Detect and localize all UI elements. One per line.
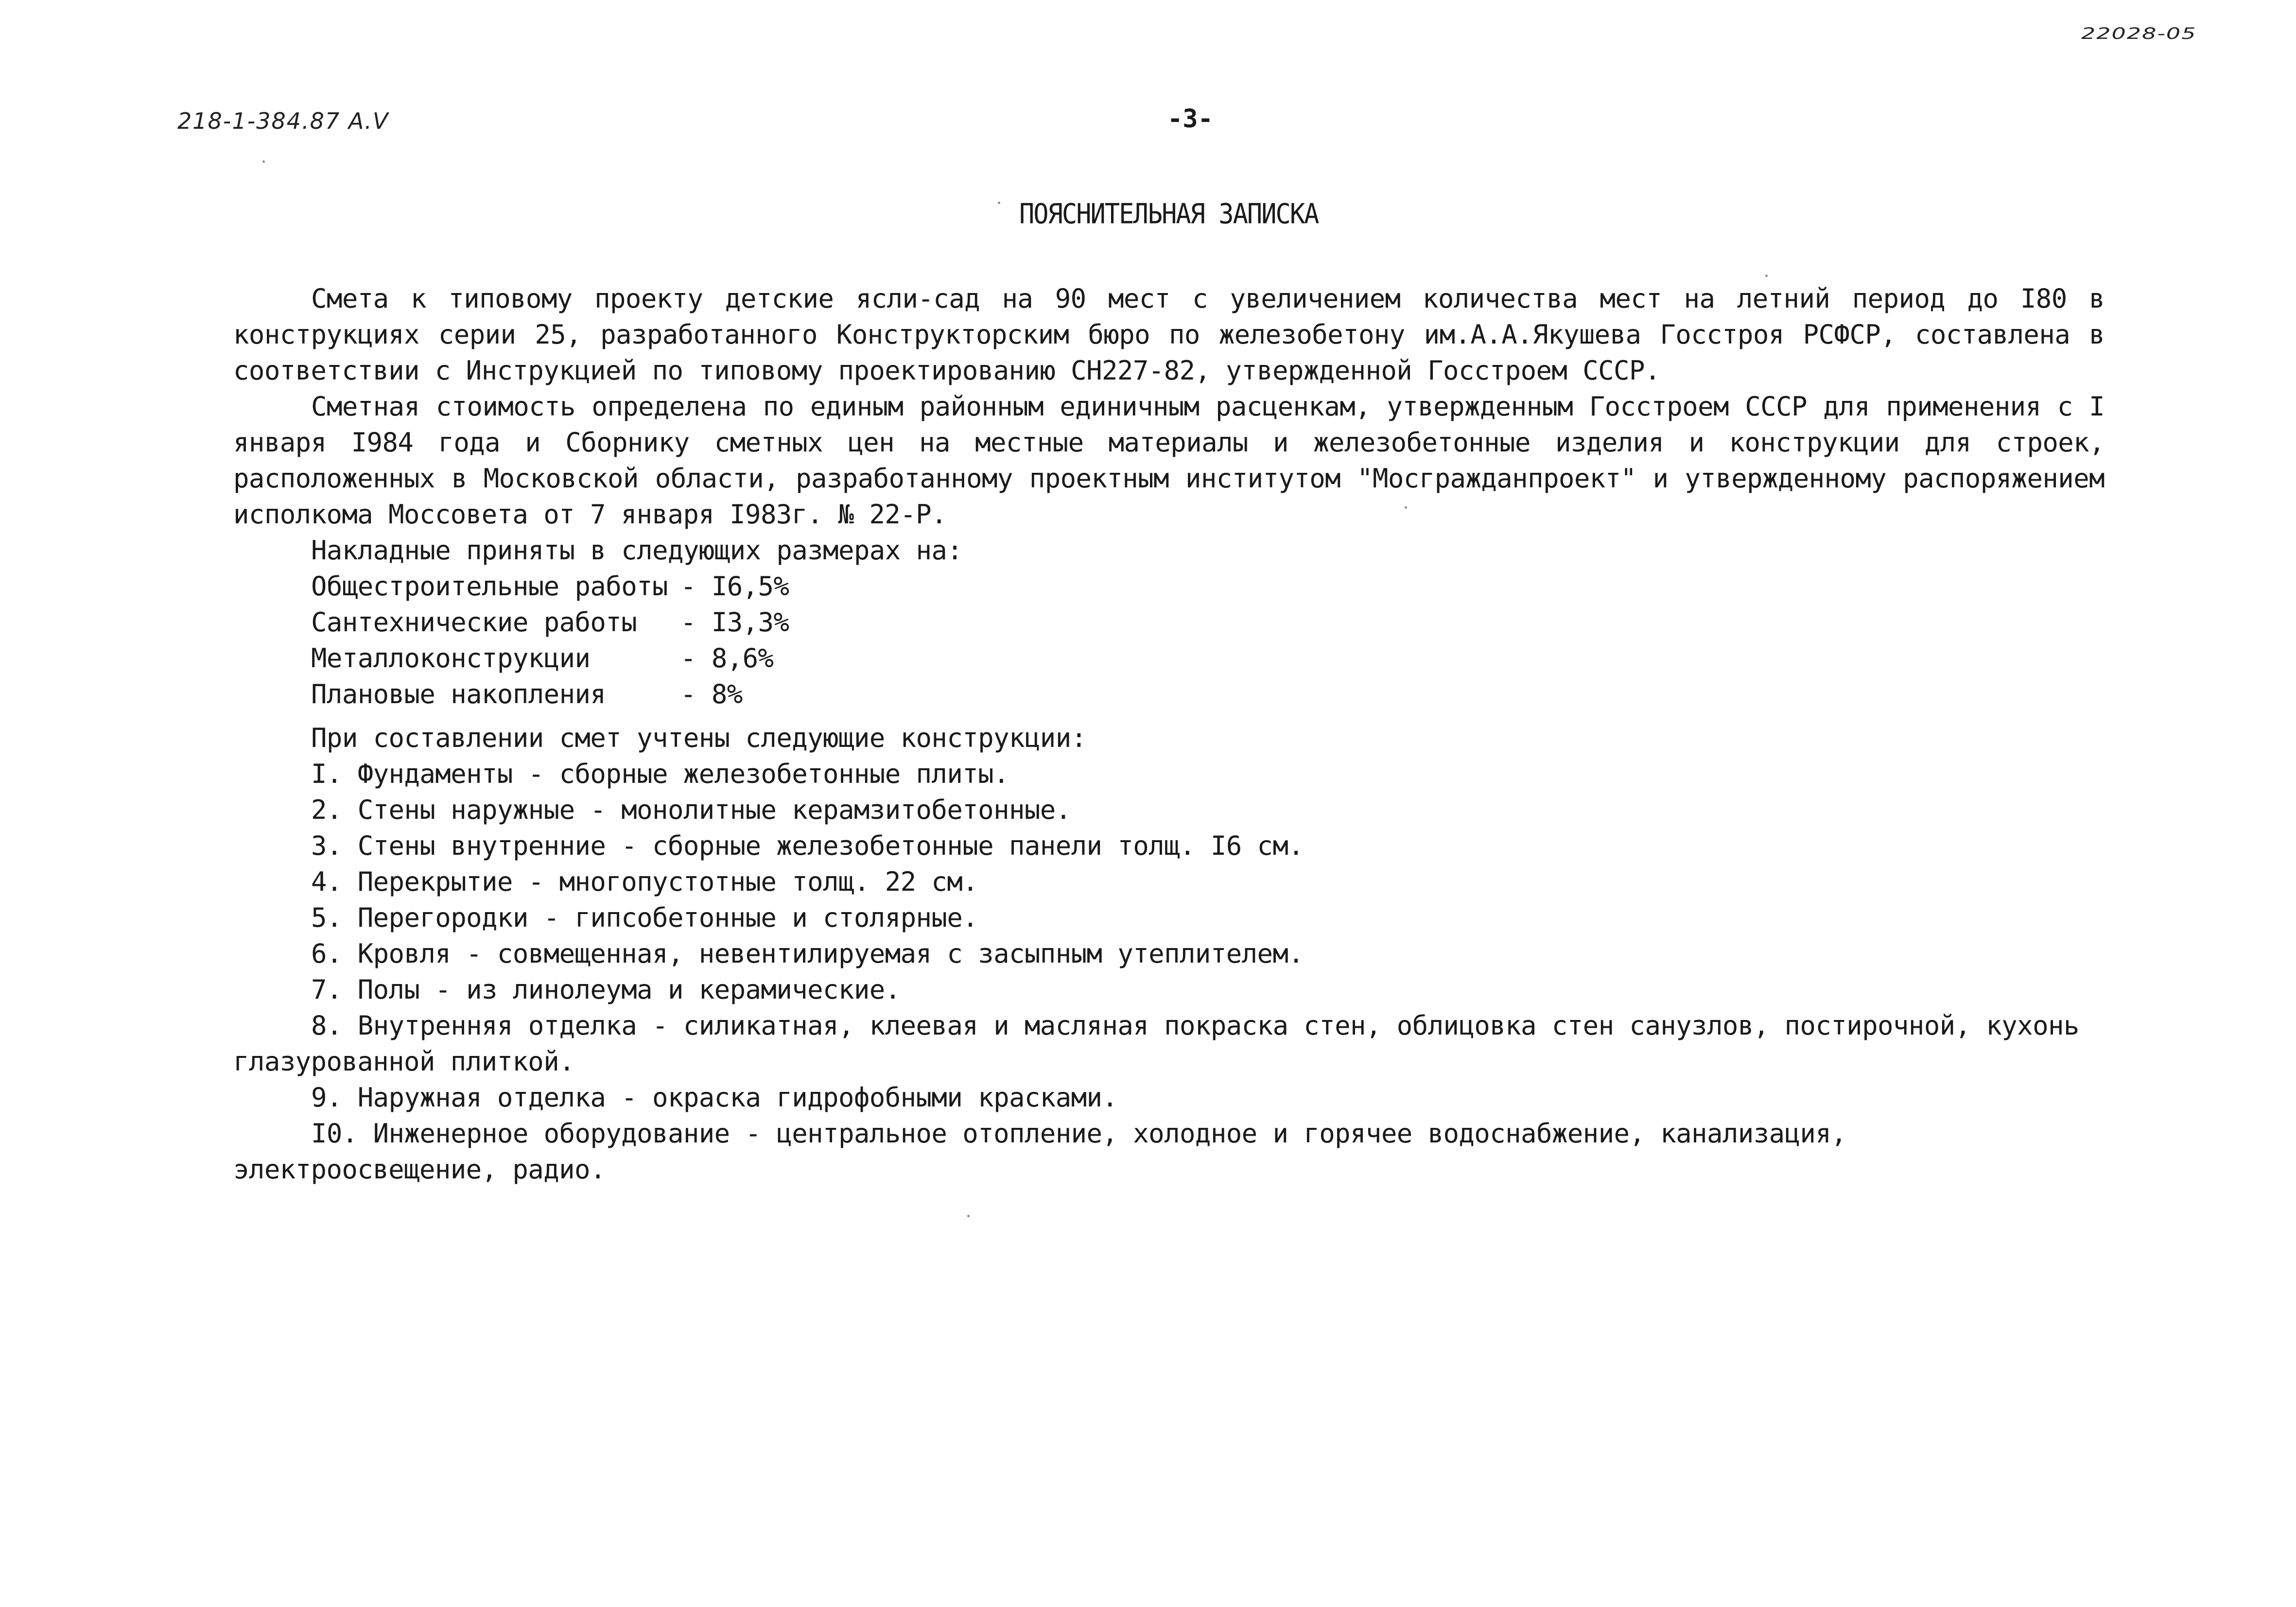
overhead-item bbox=[233, 569, 2105, 605]
document-title: ПОЯСНИТЕЛЬНАЯ ЗАПИСКА bbox=[1019, 198, 1319, 230]
overhead-value: - I6,5% bbox=[680, 571, 789, 602]
construction-item: 9. Наружная отделка - окраска гидрофобными красками. bbox=[311, 1082, 1118, 1113]
construction-item: 2. Стены наружные - монолитные керамзитобетонные. bbox=[311, 795, 1071, 825]
scan-speck bbox=[998, 202, 1000, 204]
construction-item: 8. Внутренняя отделка - силикатная, клеевая и масляная покраска стен, облицовка стен санузлов, постирочной, кухонь глазурованной плиткой. bbox=[233, 1010, 2079, 1077]
construction-item: 4. Перекрытие - многопустотные толщ. 22 см. bbox=[311, 866, 978, 897]
overhead-name: Металлоконструкции bbox=[311, 643, 591, 674]
overhead-name: Общестроительные работы bbox=[311, 571, 668, 602]
scan-speck bbox=[1765, 275, 1768, 277]
construction-item: 7. Полы - из линолеума и керамические. bbox=[311, 974, 901, 1005]
document-body bbox=[233, 281, 2105, 1188]
document-code: 218-1-384.87 А.V bbox=[177, 108, 389, 134]
overhead-item bbox=[233, 676, 2105, 712]
overhead-value: - I3,3% bbox=[680, 607, 789, 638]
scan-speck bbox=[262, 160, 265, 163]
scan-speck bbox=[967, 1215, 970, 1217]
construction-item: 5. Перегородки - гипсобетонные и столярные. bbox=[311, 902, 978, 933]
overhead-value: - 8% bbox=[680, 679, 743, 709]
constructions-list bbox=[233, 756, 2105, 1188]
construction-item: 3. Стены внутренние - сборные железобетонные панели толщ. I6 см. bbox=[311, 830, 1304, 861]
archive-number: 22028-05 bbox=[2081, 24, 2197, 43]
overhead-name: Плановые накопления bbox=[311, 679, 606, 709]
overhead-name: Сантехнические работы bbox=[311, 607, 637, 638]
paragraph-scope: Смета к типовому проекту детские ясли-сад на 90 мест с увеличением количества мест на летний период до I80 в конструкциях серии 25, разработанного Конструкторским бюро по железобетону им.А.А.Якушева Госстроя РСФСР, составлена в соответствии с Инструкцией по типовому проектированию СН227-82, утвержденной Госстроем СССР. bbox=[233, 283, 2105, 386]
overhead-item bbox=[233, 640, 2105, 676]
construction-item: I0. Инженерное оборудование - центральное отопление, холодное и горячее водоснабжение, канализация, электроосвещение, радио. bbox=[233, 1118, 1847, 1185]
construction-item: I. Фундаменты - сборные железобетонные плиты. bbox=[311, 759, 1009, 789]
section-spacer bbox=[233, 712, 2105, 720]
overhead-item bbox=[233, 605, 2105, 640]
page-number: -3- bbox=[1167, 104, 1213, 134]
paragraph-pricing: Сметная стоимость определена по единым районным единичным расценкам, утвержденным Госстроем СССР для применения с I января I984 года и Сборнику сметных цен на местные материалы и железобетонные изделия и конструкции для строек, расположенных в Московской области, разработанному проектным институтом "Мосгражданпроект" и утвержденному распоряжением исполкома Моссовета от 7 января I983г. № 22-Р. bbox=[233, 391, 2105, 530]
constructions-intro: При составлении смет учтены следующие конструкции: bbox=[311, 723, 1087, 753]
overhead-value: - 8,6% bbox=[680, 643, 774, 674]
scan-speck bbox=[1405, 506, 1407, 509]
construction-item: 6. Кровля - совмещенная, невентилируемая с засыпным утеплителем. bbox=[311, 938, 1304, 969]
overheads-list bbox=[233, 569, 2105, 712]
overheads-intro: Накладные приняты в следующих размерах на: bbox=[311, 535, 963, 566]
